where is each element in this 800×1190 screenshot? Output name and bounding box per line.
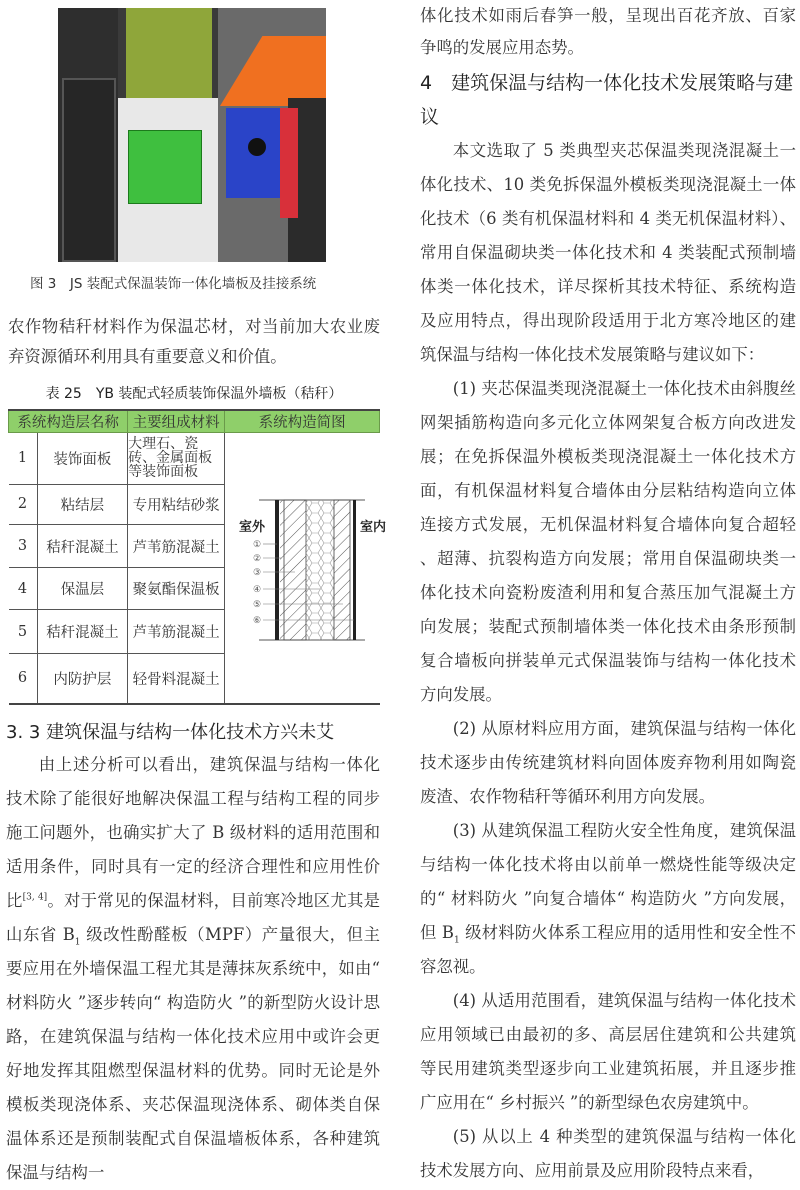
text: 由上述分析可以看出，建筑保温与结构一体化技术除了能很好地解决保温工程与结构工程的同步施工问题外，也确实扩大了 B 级材料的适用范围和适用条件，同时具有一定的经济合理性和应用性价比 — [6, 755, 380, 910]
layer-material: 芦苇筋混凝土 — [128, 610, 225, 653]
table-header-layer: 系统构造层名称 — [9, 410, 128, 433]
row-number: 5 — [9, 610, 38, 653]
recommendation-4: (4) 从适用范围看，建筑保温与结构一体化技术应用领域已由最初的多、高层居住建筑和公共建筑等民用建筑类型逐步向工业建筑拓展，并且逐步推广应用在“ 乡村振兴 ”的新型绿色农房建筑中。 — [420, 991, 796, 1112]
recommendation-2: (2) 从原材料应用方面，建筑保温与结构一体化技术逐步由传统建筑材料向固体废弃物利用如陶瓷废渣、农作物秸秆等循环利用方向发展。 — [420, 719, 796, 806]
section-heading-3-3: 3. 3 建筑保温与结构一体化技术方兴未艾 — [6, 722, 335, 743]
structure-diagram — [225, 433, 387, 705]
outside-label: 室外 — [239, 520, 266, 535]
text: 。对于常见的保温材料，目前寒冷地区尤其是山东省 B — [6, 891, 381, 944]
table-header-material: 主要组成材料 — [128, 410, 225, 433]
layer-name: 装饰面板 — [37, 433, 128, 485]
table-title: 表 25 YB 装配式轻质装饰保温外墙板（秸秆） — [45, 386, 343, 402]
layer-material: 芦苇筋混凝土 — [128, 524, 225, 567]
wall-section-diagram — [225, 433, 387, 703]
figure-wall-panel-render — [58, 8, 326, 262]
row-number: 3 — [9, 524, 38, 567]
table-header-diagram: 系统构造简图 — [225, 410, 380, 433]
figure-caption: 图 3 JS 装配式保温装饰一体化墙板及挂接系统 — [30, 276, 317, 292]
section-3-3-paragraph — [6, 748, 380, 1190]
green-bracket — [128, 130, 202, 204]
continued-paragraph: 体化技术如雨后春笋一般，呈现出百花齐放、百家争鸣的发展应用态势。 — [420, 6, 796, 57]
inside-label: 室内 — [360, 520, 387, 535]
layer-material: 聚氨酯保温板 — [128, 568, 225, 610]
subscript: 1 — [74, 937, 81, 948]
layer-name: 粘结层 — [37, 484, 128, 524]
layer-material: 轻骨料混凝土 — [128, 653, 225, 704]
subscript: 1 — [453, 935, 460, 946]
text: 级材料防火体系工程应用的适用性和安全性不容忽视。 — [420, 923, 796, 976]
layer-name: 秸秆混凝土 — [37, 524, 128, 567]
layer-material: 专用粘结砂浆 — [128, 484, 225, 524]
marker-6: ⑥ — [253, 616, 262, 626]
recommendation-1: (1) 夹芯保温类现浇混凝土一体化技术由斜腹丝网架插筋构造向多元化立体网架复合板方向改进发展；在免拆保温外模板类现浇混凝土一体化技术方面，有机保温材料复合墙体由分层粘结构造向立体连接方式发展，无机保温材料复合墙体向复合超轻、超薄、抗裂构造方向发展；常用自保温砌块类一体化技术向瓷粉废渣利用和复合蒸压加气混凝土方向发展；装配式预制墙体类一体化技术由条形预制复合墙板向拼装单元式保温装饰与结构一体化技术方向发展。 — [420, 379, 796, 704]
section-heading-4: 4 建筑保温与结构一体化技术发展策略与建议 — [420, 72, 794, 128]
layer-name: 秸秆混凝土 — [37, 610, 128, 653]
text: 级改性酚醛板（MPF）产量很大，但主要应用在外墙保温工程尤其是薄抹灰系统中，如由“ 材料防火 ”逐步转向“ 构造防火 ”的新型防火设计思路，在建筑保温与结构一体化技术应用中或许会更好地发挥其阻燃型保温材料的优势。同时无论是外模板类现浇体系、夹芯保温现浇体系、砌体类自保温体系还是预制装配式自保温墙板体系，各种建筑保温与结构一 — [6, 925, 380, 1182]
row-number: 1 — [9, 433, 38, 485]
layer-name: 保温层 — [37, 568, 128, 610]
marker-4: ④ — [253, 585, 262, 595]
marker-5: ⑤ — [253, 600, 262, 610]
layer-table — [8, 409, 387, 705]
citation[interactable]: [3, 4] — [22, 892, 48, 903]
red-bracket — [280, 108, 298, 218]
table-row — [9, 433, 380, 485]
marker-2: ② — [253, 554, 262, 564]
recommendation-3 — [420, 814, 796, 984]
intro-paragraph: 农作物秸秆材料作为保温芯材，对当前加大农业废弃资源循环利用具有重要意义和价值。 — [8, 317, 380, 366]
layer-name: 内防护层 — [37, 653, 128, 704]
row-number: 2 — [9, 484, 38, 524]
marker-3: ③ — [253, 568, 262, 578]
section-4-intro: 本文选取了 5 类典型夹芯保温类现浇混凝土一体化技术、10 类免拆保温外模板类现浇混凝土一体化技术（6 类有机保温材料和 4 类无机保温材料）、常用自保温砌块类一体化技术和 4 类装配式预制墙体类一体化技术，详尽探析其技术特征、系统构造及应用特点，得出现阶段适用于北方寒冷地区的建筑保温与结构一体化技术发展策略与建议如下： — [420, 141, 796, 364]
layer-material: 大理石、瓷砖、金属面板等装饰面板 — [128, 433, 225, 485]
recommendation-5: (5) 从以上 4 种类型的建筑保温与结构一体化技术发展方向、应用前景及应用阶段特点来看， — [420, 1127, 796, 1180]
marker-1: ① — [253, 540, 262, 550]
row-number: 4 — [9, 568, 38, 610]
row-number: 6 — [9, 653, 38, 704]
text: (3) 从建筑保温工程防火安全性角度，建筑保温与结构一体化技术将由以前单一燃烧性能等级决定的“ 材料防火 ”向复合墙体“ 构造防火 ”方向发展，但 B — [420, 821, 796, 942]
